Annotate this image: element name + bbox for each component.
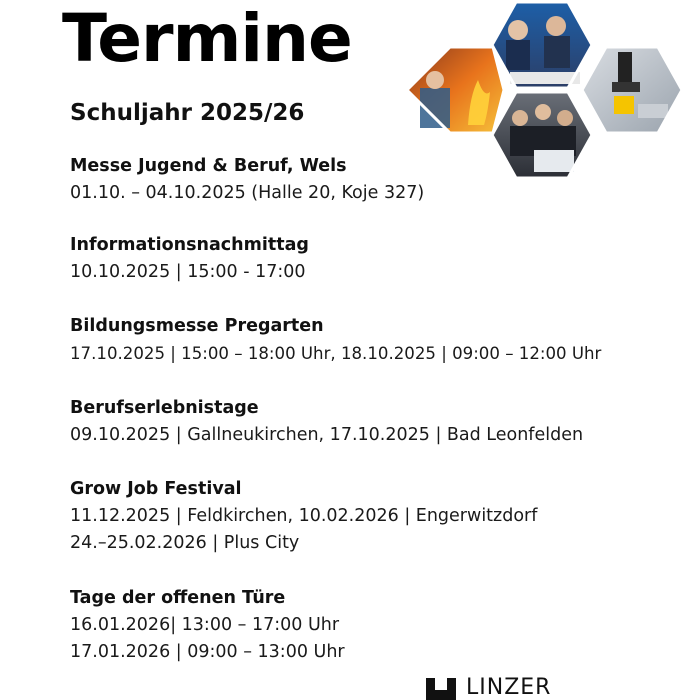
event-date: 17.10.2025 | 15:00 – 18:00 Uhr, 18.10.2025 | 09:00 – 12:00 Uhr xyxy=(70,344,602,363)
school-year-subtitle: Schuljahr 2025/26 xyxy=(70,100,305,126)
school-logo xyxy=(426,676,700,700)
event-bildungsmesse xyxy=(70,313,601,367)
event-title: Berufserlebnistage xyxy=(70,398,259,418)
event-grow-job-festival xyxy=(70,476,537,557)
event-messe-wels xyxy=(70,153,424,207)
event-date: 16.01.2026| 13:00 – 17:00 Uhr xyxy=(70,615,340,635)
event-berufserlebnistage xyxy=(70,395,583,449)
event-date: 10.10.2025 | 15:00 - 17:00 xyxy=(70,262,306,282)
page-title: Termine xyxy=(62,0,352,77)
event-tage-der-offenen-tuere xyxy=(70,585,345,666)
logo-text: LINZER xyxy=(466,676,552,700)
hex-photo-classroom xyxy=(492,2,592,88)
hex-photo-workshop xyxy=(407,47,504,133)
hex-photo-students xyxy=(492,92,592,178)
photo-collage xyxy=(400,0,700,190)
logo-mark-icon xyxy=(426,678,456,700)
event-date: 09.10.2025 | Gallneukirchen, 17.10.2025 | Bad Leonfelden xyxy=(70,425,584,445)
event-date: 01.10. – 04.10.2025 (Halle 20, Koje 327) xyxy=(70,183,425,203)
event-title: Tage der offenen Türe xyxy=(70,588,286,608)
event-date: 11.12.2025 | Feldkirchen, 10.02.2026 | Engerwitzdorf xyxy=(70,506,538,526)
event-date: 24.–25.02.2026 | Plus City xyxy=(70,533,300,553)
hex-photo-robot xyxy=(582,47,682,133)
event-title: Grow Job Festival xyxy=(70,479,242,499)
event-informationsnachmittag xyxy=(70,232,309,286)
event-title: Informationsnachmittag xyxy=(70,235,309,255)
event-date: 17.01.2026 | 09:00 – 13:00 Uhr xyxy=(70,642,345,662)
event-title: Bildungsmesse Pregarten xyxy=(70,316,324,336)
event-title: Messe Jugend & Beruf, Wels xyxy=(70,156,347,176)
